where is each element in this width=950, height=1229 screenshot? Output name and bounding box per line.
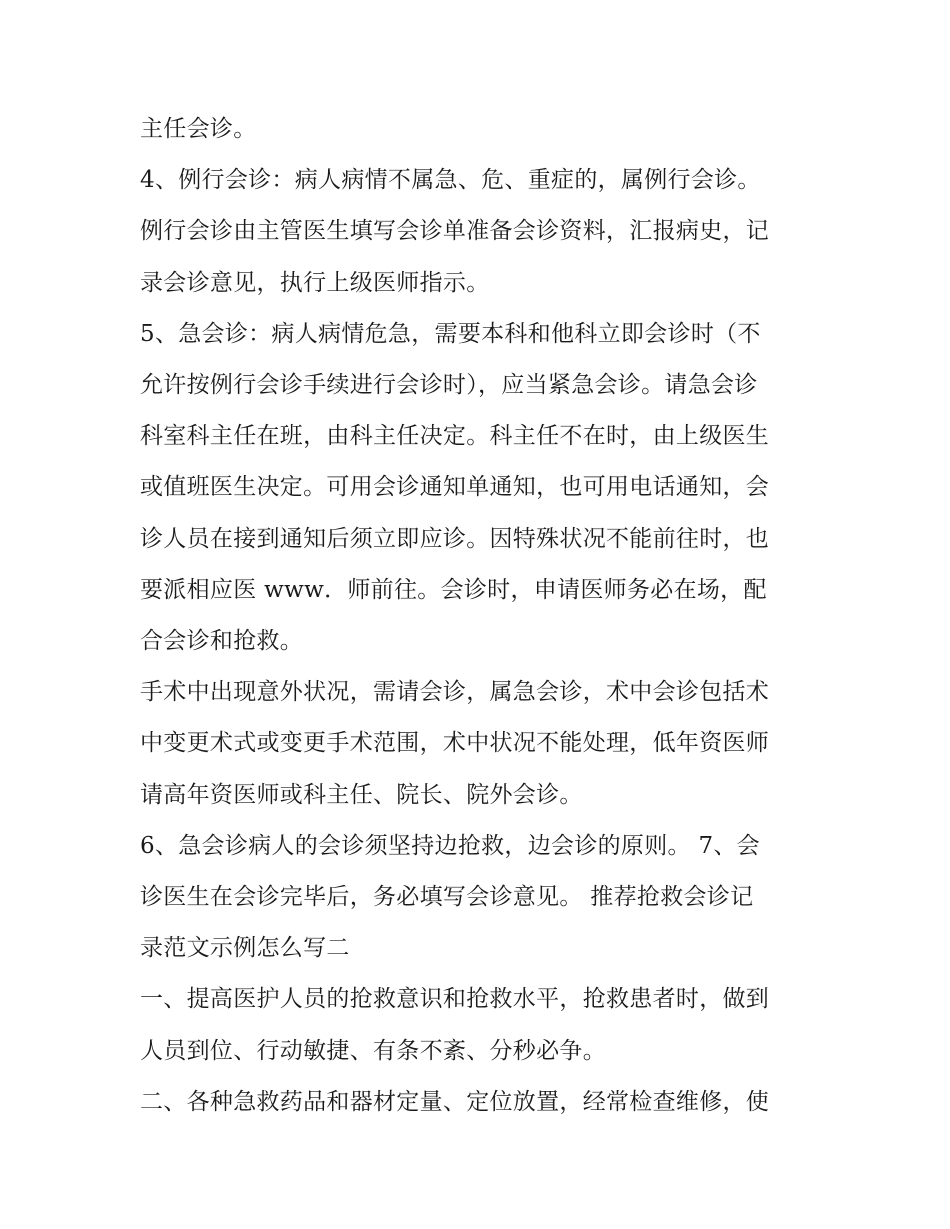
text-line: 允许按例行会诊手续进行会诊时），应当紧急会诊。请急会诊 (140, 372, 758, 399)
text-line: 录会诊意见，执行上级医师指示。 (140, 269, 490, 296)
text-line: 诊医生在会诊完毕后，务必填写会诊意见。 推荐抢救会诊记 (140, 884, 754, 911)
text-line: 合会诊和抢救。 (140, 628, 304, 655)
document-body (140, 104, 830, 1128)
text-line: 5、急会诊：病人病情危急，需要本科和他科立即会诊时（不 (140, 320, 761, 347)
text-line: 例行会诊由主管医生填写会诊单准备会诊资料，汇报病史，记 (140, 218, 770, 245)
text-line: 4、例行会诊：病人病情不属急、危、重症的，属例行会诊。 (140, 167, 761, 194)
text-line: 手术中出现意外状况，需请会诊，属急会诊，术中会诊包括术 (140, 679, 770, 706)
text-line: 要派相应医 www．师前往。会诊时，申请医师务必在场，配 (140, 576, 767, 603)
text-line: 诊人员在接到通知后须立即应诊。因特殊状况不能前往时，也 (140, 525, 770, 552)
text-line: 或值班医生决定。可用会诊通知单通知，也可用电话通知，会 (140, 474, 770, 501)
text-line: 主任会诊。 (140, 116, 257, 142)
text-line: 录范文示例怎么写二 (140, 935, 350, 962)
text-line: 科室科主任在班，由科主任决定。科主任不在时，由上级医生 (140, 423, 770, 450)
text-line: 一、提高医护人员的抢救意识和抢救水平，抢救患者时，做到 (140, 986, 770, 1013)
text-line: 人员到位、行动敏捷、有条不紊、分秒必争。 (140, 1037, 606, 1064)
text-line: 请高年资医师或科主任、院长、院外会诊。 (140, 781, 583, 808)
text-line: 中变更术式或变更手术范围，术中状况不能处理，低年资医师 (140, 730, 770, 757)
text-line: 二、各种急救药品和器材定量、定位放置，经常检查维修，使 (140, 1088, 770, 1115)
text-line: 6、急会诊病人的会诊须坚持边抢救，边会诊的原则。 7、会 (140, 832, 760, 859)
